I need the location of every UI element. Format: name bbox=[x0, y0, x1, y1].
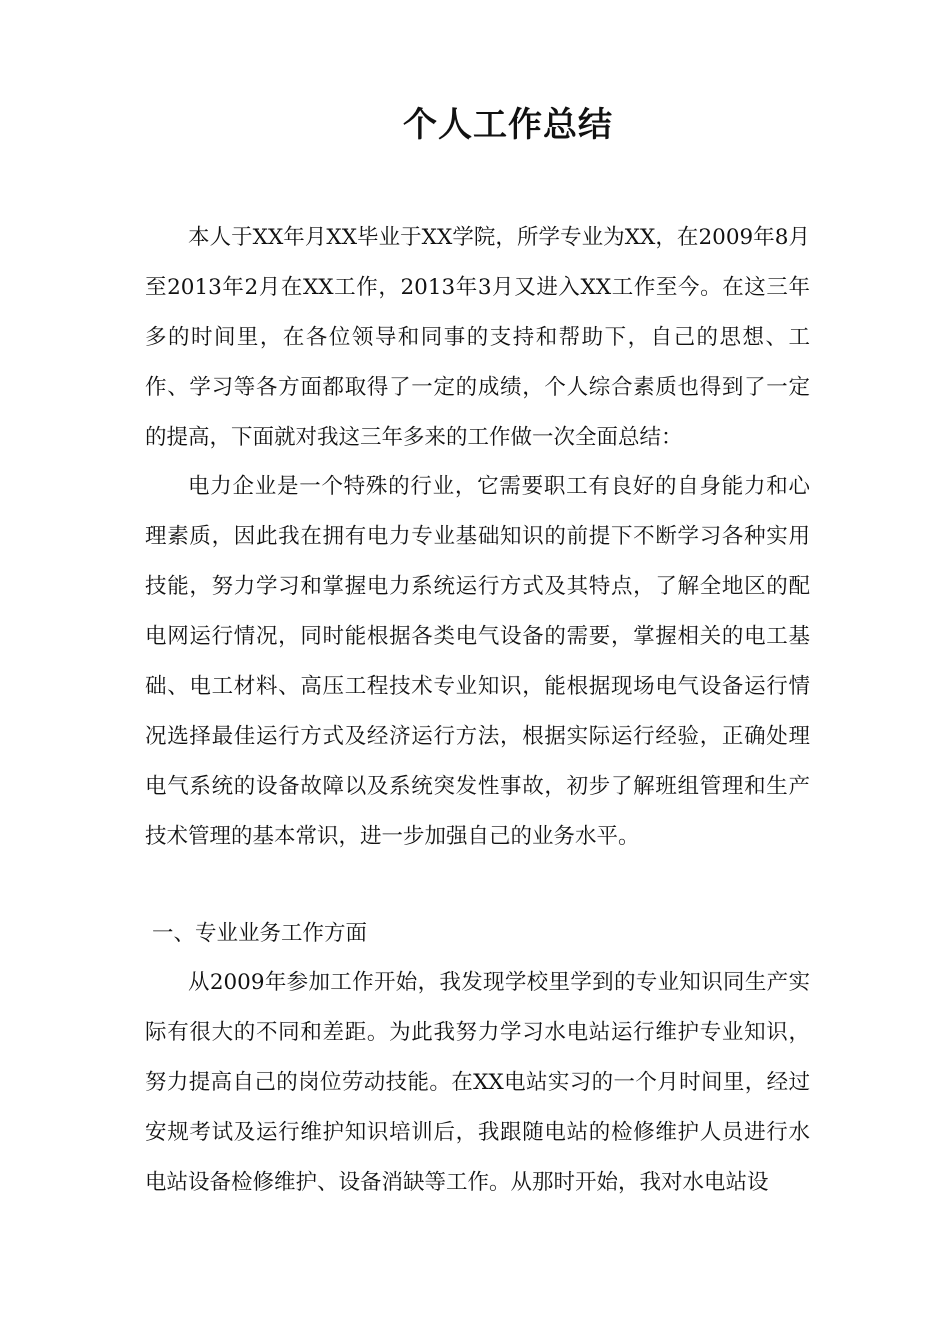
industry-paragraph: 电力企业是一个特殊的行业，它需要职工有良好的自身能力和心理素质，因此我在拥有电力专业基础知识的前提下不断学习各种实用技能，努力学习和掌握电力系统运行方式及其特点，了解全地区的配电网运行情况，同时能根据各类电气设备的需要，掌握相关的电工基础、电工材料、高压工程技术专业知识，能根据现场电气设备运行情况选择最佳运行方式及经济运行方法，根据实际运行经验，正确处理电气系统的设备故障以及系统突发性事故，初步了解班组管理和生产技术管理的基本常识，进一步加强自己的业务水平。 bbox=[145, 474, 810, 849]
document-title: 个人工作总结 bbox=[403, 105, 613, 145]
section-paragraph: 从2009年参加工作开始，我发现学校里学到的专业知识同生产实际有很大的不同和差距。为此我努力学习水电站运行维护专业知识，努力提高自己的岗位劳动技能。在XX电站实习的一个月时间里，经过安规考试及运行维护知识培训后，我跟随电站的检修维护人员进行水电站设备检修维护、设备消缺等工作。从那时开始，我对水电站设 bbox=[145, 970, 810, 1195]
section-heading: 一、专业业务工作方面 bbox=[152, 921, 368, 946]
intro-paragraph: 本人于XX年月XX毕业于XX学院，所学专业为XX，在2009年8月至2013年2月在XX工作，2013年3月又进入XX工作至今。在这三年多的时间里，在各位领导和同事的支持和帮助下，自己的思想、工作、学习等各方面都取得了一定的成绩，个人综合素质也得到了一定的提高，下面就对我这三年多来的工作做一次全面总结： bbox=[145, 225, 810, 450]
